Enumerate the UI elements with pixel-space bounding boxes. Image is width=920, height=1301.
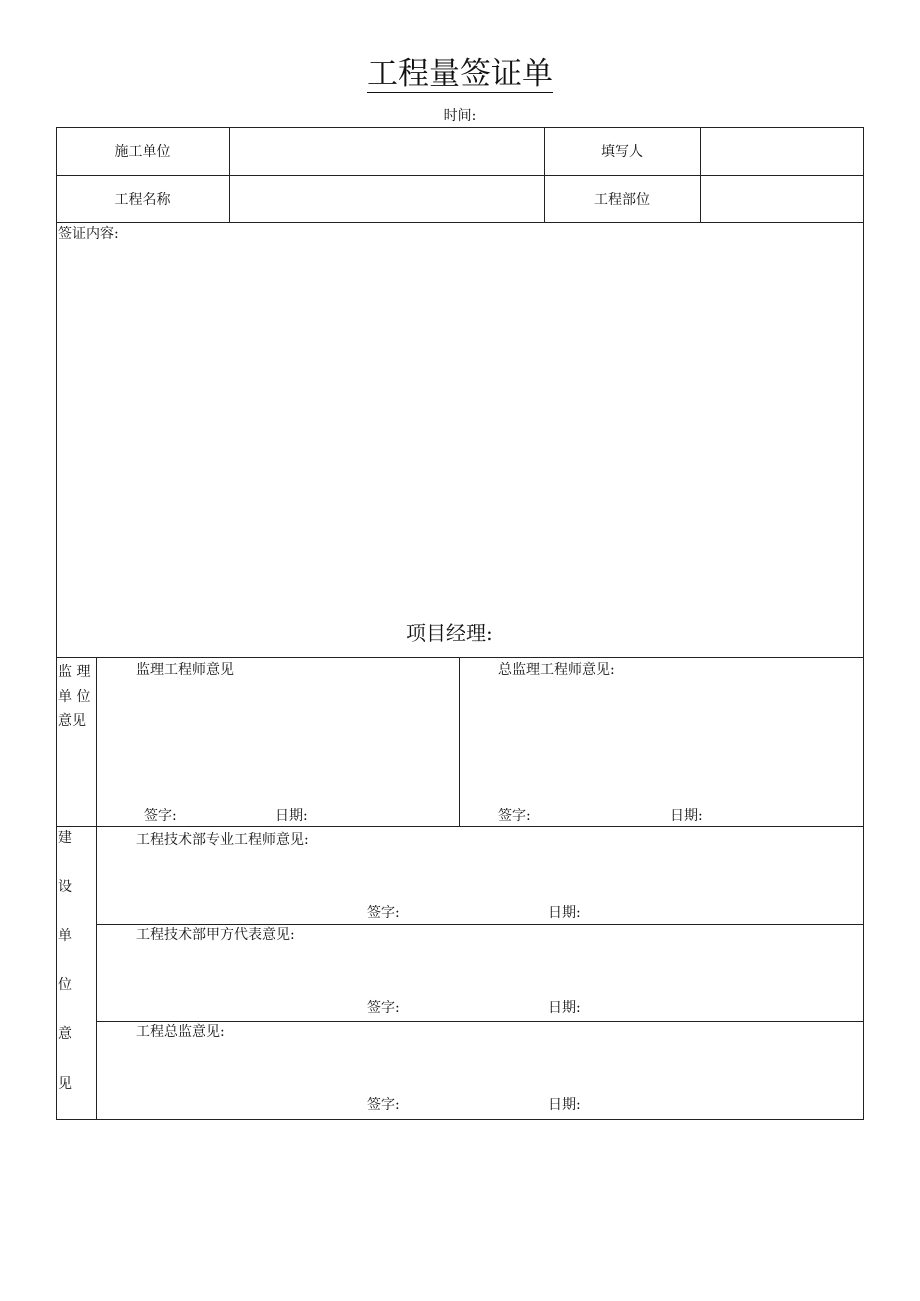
- tech-engineer-opinion-label: 工程技术部专业工程师意见:: [136, 832, 309, 848]
- project-part-field[interactable]: [701, 176, 862, 221]
- director-sign-label: 签字:: [367, 1097, 400, 1113]
- content-label: 签证内容:: [58, 226, 119, 242]
- owner-rep-sign-label: 签字:: [367, 1000, 400, 1016]
- supervision-bottom-divider: [56, 826, 864, 827]
- owner-side-char-1: 建: [58, 830, 72, 846]
- owner-side-char-5: 意: [58, 1026, 72, 1042]
- owner-divider-2: [96, 1021, 864, 1022]
- tech-engineer-sign-label: 签字:: [367, 905, 400, 921]
- construction-unit-label: 施工单位: [114, 144, 171, 160]
- project-part-label: 工程部位: [594, 191, 650, 208]
- engineer-date-label: 日期:: [275, 808, 308, 824]
- border-bottom: [56, 1119, 864, 1120]
- content-area[interactable]: [57, 243, 863, 655]
- filler-label: 填写人: [601, 144, 643, 160]
- supervision-side-label-1: 监 理: [58, 664, 91, 680]
- project-manager-label: 项目经理:: [406, 621, 493, 645]
- chief-engineer-opinion-label: 总监理工程师意见:: [498, 662, 615, 678]
- owner-side-char-6: 见: [58, 1076, 72, 1092]
- supervision-col-divider: [459, 657, 460, 826]
- tech-engineer-date-label: 日期:: [548, 905, 581, 921]
- director-date-label: 日期:: [548, 1097, 581, 1113]
- owner-side-char-4: 位: [58, 977, 72, 993]
- owner-divider-1: [96, 924, 864, 925]
- chief-engineer-date-label: 日期:: [670, 808, 703, 824]
- chief-engineer-sign-label: 签字:: [498, 808, 531, 824]
- supervision-side-label-2: 单 位: [58, 689, 91, 705]
- border-right: [863, 127, 864, 1120]
- header-bottom-divider: [56, 222, 864, 223]
- project-name-field[interactable]: [230, 176, 543, 221]
- side-col-divider: [96, 657, 97, 1120]
- filler-field[interactable]: [701, 128, 862, 174]
- owner-side-char-2: 设: [58, 879, 72, 895]
- engineer-opinion-label: 监理工程师意见: [136, 662, 234, 678]
- construction-unit-field[interactable]: [230, 128, 543, 174]
- project-name-label: 工程名称: [114, 191, 171, 208]
- owner-rep-date-label: 日期:: [548, 1000, 581, 1016]
- supervision-side-label-3: 意见: [58, 713, 86, 729]
- engineer-sign-label: 签字:: [144, 808, 177, 824]
- signoff-form: [56, 127, 864, 1120]
- title-text: 工程量签证单: [367, 56, 553, 92]
- owner-side-char-3: 单: [58, 928, 72, 944]
- director-opinion-label: 工程总监意见:: [136, 1024, 225, 1040]
- document-title: [0, 52, 920, 96]
- owner-rep-opinion-label: 工程技术部甲方代表意见:: [136, 927, 295, 943]
- time-label: 时间:: [443, 108, 477, 124]
- content-bottom-divider: [56, 657, 864, 658]
